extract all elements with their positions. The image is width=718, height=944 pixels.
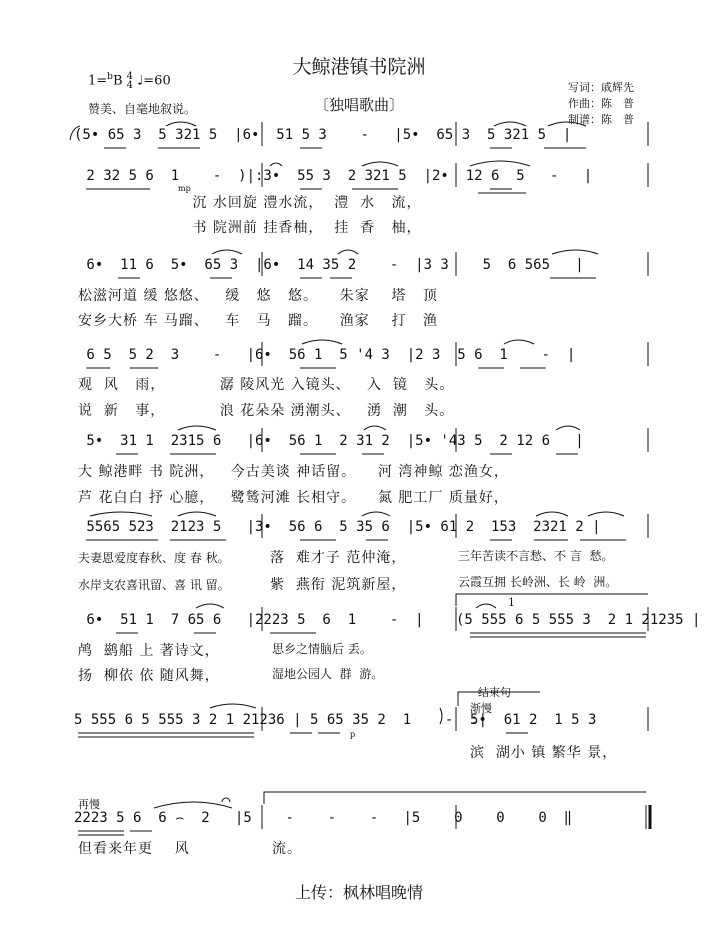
notation-line-2: 2 32 5 6 1 - )|:3• 55 3 2 321 5 |2• 12 6 5 - |	[78, 168, 593, 184]
lyrics-line-5b: 芦 花白白 抒 心臆， 鹭鸶河滩 长相守。 氮 肥工厂 质量好，	[78, 490, 509, 506]
credit-engraver: 制谱：陈 普	[568, 113, 634, 126]
notation-line-5: 5• 31 1 2315 6 |6• 56 1 2 31 2 |5• '43 5 2 12 6 |	[78, 433, 584, 449]
lyrics-line-4b: 说 新 事， 浪 花朵朵 湧潮头、 湧 潮 头。	[78, 403, 455, 419]
lyrics-line-5a: 大 鲸港畔 书 院洲， 今古美谈 神话留。 河 湾神鲸 恋渔女，	[78, 464, 509, 480]
ending-label: 结束句	[478, 686, 511, 699]
notation-line-6: 5565 523 2123 5 |3• 56 6 5 35 6 |5• 61 2 153 2321 2 |	[78, 519, 601, 535]
time-bottom: 4	[126, 80, 134, 91]
notation-line-3: 6• 11 6 5• 65 3 |6• 14 35 2 - |3 3 5 6 565 |	[78, 257, 584, 273]
notation-line-8-right: 5• 61 2 1 5 3	[470, 712, 597, 728]
notation-line-8: 5 555 6 5 555 3 2 1 21236 | 5 65 35 2 1 - :|	[74, 712, 488, 728]
notation-line-7-right: (5 555 6 5 555 3 2 1 21235 |	[456, 612, 701, 628]
lyrics-line-2a: 沉 水回旋 澧水流， 澧 水 流，	[78, 195, 422, 211]
lyrics-line-6b-left: 水岸支农喜讯留、喜 讯 留。	[78, 578, 230, 592]
lyrics-line-3b: 安乡大桥 车 马蹓、 车 马 蹓。 渔家 打 渔	[78, 313, 438, 329]
lyrics-line-2b: 书 院洲前 挂香柚， 挂 香 柚，	[78, 220, 422, 236]
lyrics-line-7a: 鸬 鹚船 上 著诗文，	[78, 643, 220, 659]
song-subtitle: 〔独唱歌曲〕	[313, 96, 404, 114]
lyrics-line-6b-mid: 紫 燕衔 泥筑新屋，	[270, 577, 407, 593]
lyrics-line-6b-right: 云霞互拥 长岭洲、长 岭 洲。	[458, 575, 618, 589]
credit-lyricist: 写词：戚辉先	[568, 81, 634, 94]
song-title: 大鲸港镇书院洲	[292, 56, 426, 78]
expression-mark: 赞美、自毫地叙说。	[88, 102, 197, 116]
notation-line-7: 6• 51 1 7 65 6 |2223 5 6 1 - |	[78, 612, 424, 628]
lyrics-line-9b: 流。	[272, 841, 302, 857]
uploader-credit: 上传：枫林唱晚情	[294, 883, 423, 902]
lyrics-line-7a-mid: 思乡之情脑后 丢。	[272, 642, 372, 656]
tempo-mark: ♩=60	[137, 73, 171, 89]
barlines	[262, 122, 650, 829]
lyrics-line-7b-mid: 湿地公园人 群 游。	[272, 667, 384, 681]
lyrics-line-6a-mid: 落 难才子 范仲淹，	[270, 550, 407, 566]
key-prefix: 1=	[88, 73, 108, 89]
lyrics-line-3a: 松滋河道 缓 悠悠、 缓 悠 悠。 朱家 塔 顶	[78, 288, 438, 304]
beams	[78, 148, 646, 835]
lyrics-line-6a-left: 夫妻恩爱度春秋、度 春 秋。	[78, 551, 230, 565]
credit-composer: 作曲：陈 普	[568, 97, 634, 110]
lyrics-line-4a: 观 风 雨， 潺 陵风光 入镜头、 入 镜 头。	[78, 377, 455, 393]
ritardando-mark: 渐慢	[470, 702, 492, 715]
lyrics-line-6a-right: 三年苦读不言愁、不 言 愁。	[458, 549, 614, 563]
notation-line-9: 2223 5 6 6 ⌢ 2 |5 - - - |5 0 0 0 ‖	[74, 810, 573, 826]
lyrics-line-8: 滨 湖小 镇 繁华 景，	[470, 745, 618, 761]
dynamic-mark: mp	[178, 184, 191, 193]
notation-line-1: (5• 65 3 5 321 5 |6• 51 5 3 - |5• 65 3 5 321 5 |	[74, 127, 572, 143]
slower-mark: 再慢	[78, 798, 100, 811]
lyrics-line-9a: 但看来年更 风	[78, 841, 190, 857]
dynamic-mark-p: p	[350, 730, 356, 739]
volta-number: 1	[508, 596, 515, 609]
lyrics-line-7b: 扬 柳依 依 随风舞，	[78, 668, 220, 684]
key-flat: b	[107, 72, 113, 83]
key-note: B	[112, 73, 123, 89]
notation-line-4: 6 5 5 2 3 - |6• 56 1 5 '4 3 |2 3 5 6 1 - |	[78, 347, 576, 363]
slurs	[70, 122, 624, 808]
time-top: 4	[126, 71, 134, 82]
